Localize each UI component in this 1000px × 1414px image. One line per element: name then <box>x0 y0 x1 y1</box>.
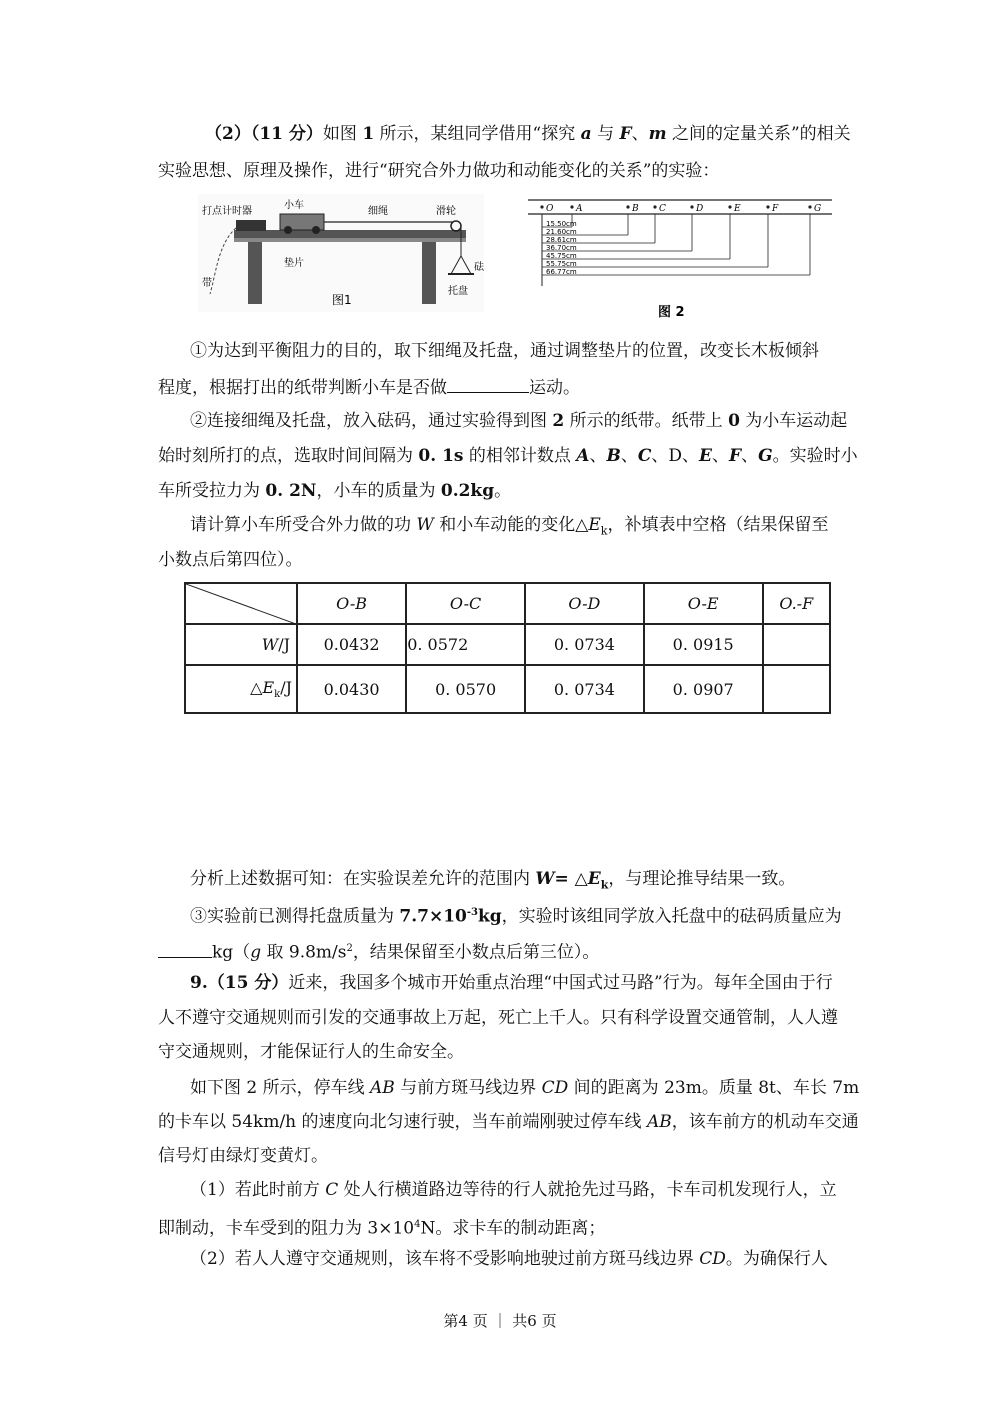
text: 、 <box>631 124 649 144</box>
text: B <box>606 446 621 466</box>
text: 7.7×10 <box>399 906 467 927</box>
text: 间的距离为 23m。质量 8t、车长 7m <box>568 1078 860 1098</box>
text: 1 <box>362 124 375 144</box>
text: A <box>576 446 590 466</box>
text: 的卡车以 54km/h 的速度向北匀速行驶，当车前端刚驶过停车线 <box>158 1112 647 1132</box>
table-cell-blank[interactable] <box>763 624 830 665</box>
q2-step-2-line-2 <box>0 443 1000 469</box>
table-row <box>185 665 830 713</box>
answer-blank[interactable] <box>447 374 529 393</box>
q9-line-2: 人不遵守交通规则而引发的交通事故上万起，死亡上千人。只有科学设置交通管制，人人遵 <box>158 1008 838 1028</box>
figure-2-paper-tape <box>520 194 838 322</box>
table-leg <box>248 242 262 304</box>
tape-dot <box>653 205 656 208</box>
row-label-energy-change <box>185 665 297 713</box>
text: kg <box>478 906 502 927</box>
text: 所示，某组同学借用“探究 <box>374 124 581 144</box>
label-weight: 砝 <box>474 262 484 273</box>
q9-line-1 <box>0 970 1000 996</box>
measure-label: 28.61cm <box>546 236 577 244</box>
text: g <box>250 942 262 963</box>
text: 始时刻所打的点，选取时间间隔为 <box>158 446 419 466</box>
row-label-work <box>185 624 297 665</box>
measure-label: 45.75cm <box>546 252 577 260</box>
text: W= △E <box>535 869 601 889</box>
tape-point-label: F <box>772 204 779 214</box>
q2-instruction-line-1 <box>0 512 1000 544</box>
tape-dot <box>540 205 543 208</box>
q2-step-3-line-1 <box>0 900 1000 930</box>
text: CD <box>541 1078 569 1098</box>
diagonal-corner-cell <box>185 583 297 624</box>
label-pulley: 滑轮 <box>436 206 456 217</box>
measure-label: 36.70cm <box>546 244 577 252</box>
text: F <box>729 446 742 466</box>
table-cell: 0. 0570 <box>406 665 525 713</box>
q2-step-1-line-2 <box>0 374 1000 401</box>
text: 取 9.8m/s <box>261 942 347 963</box>
text: CD <box>699 1249 726 1269</box>
q9-score: 9.（15 分） <box>190 973 289 993</box>
label-pad: 垫片 <box>284 258 304 269</box>
table-cell: 0. 0915 <box>644 624 763 665</box>
text: 0 <box>728 411 740 431</box>
work-energy-table <box>184 582 831 714</box>
text: 分析上述数据可知：在实验误差允许的范围内 <box>190 869 536 889</box>
answer-blank[interactable] <box>158 939 212 958</box>
header-cell: O.-F <box>763 583 830 624</box>
measure-label: 15.50cm <box>546 220 577 228</box>
text: m <box>648 124 667 144</box>
label-tray: 托盘 <box>448 286 468 297</box>
text: N。求卡车的制动距离； <box>420 1218 606 1239</box>
q2-step-2-line-3 <box>0 478 1000 504</box>
table-cell: 0.0430 <box>297 665 406 713</box>
tape-dot <box>766 205 769 208</box>
header-cell: O-C <box>406 583 525 624</box>
tape-dot <box>690 205 693 208</box>
text: /J <box>278 635 290 655</box>
text: （2）若人人遵守交通规则，该车将不受影响地驶过前方斑马线边界 <box>190 1249 700 1269</box>
text: 与 <box>591 124 620 144</box>
text: 、 <box>741 446 759 466</box>
timer-shape <box>236 220 266 231</box>
q9-sub1-line-2 <box>0 1212 1000 1242</box>
text: 。为确保行人 <box>725 1249 828 1269</box>
label-tape: 带 <box>202 278 212 289</box>
text: 如下图 2 所示，停车线 <box>190 1078 371 1098</box>
text: （1）若此时前方 <box>190 1180 326 1200</box>
text: 4 <box>414 1219 421 1230</box>
text: 所示的纸带。纸带上 <box>564 411 729 431</box>
tape-point-label: D <box>696 204 704 214</box>
table-leg <box>422 242 436 304</box>
table-cell: 0. 0572 <box>406 624 525 665</box>
tape-point-label: E <box>734 204 741 214</box>
diagonal-line <box>186 584 296 624</box>
table-cell: 0.0432 <box>297 624 406 665</box>
text: kg（ <box>212 942 251 963</box>
text: AB <box>370 1078 395 1098</box>
header-cell: O-E <box>644 583 763 624</box>
page-footer: 第4 页 ｜ 共6 页 <box>443 1312 557 1330</box>
text: 。 <box>494 481 512 501</box>
text: 2 <box>552 411 565 431</box>
text: 即制动，卡车受到的阻力为 3×10 <box>158 1218 415 1239</box>
figure-2-caption: 图 2 <box>658 305 685 320</box>
text: 近来，我国多个城市开始重点治理“中国式过马路”行为。每年全国由于行 <box>288 973 833 993</box>
tape-dot <box>808 205 811 208</box>
table-cell: 0. 0907 <box>644 665 763 713</box>
text: E <box>262 678 275 698</box>
text: -3 <box>466 907 478 918</box>
text: 。实验时小 <box>772 446 858 466</box>
q9-sub1-line-1 <box>0 1177 1000 1203</box>
q2-score: （2）（11 分） <box>205 124 323 144</box>
text: W <box>416 515 434 535</box>
table-cell: 0. 0734 <box>525 624 644 665</box>
label-string: 细绳 <box>368 206 388 217</box>
text: ②连接细绳及托盘，放入砝码，通过实验得到图 <box>190 411 553 431</box>
q2-step-3-line-2 <box>0 936 1000 966</box>
tape-dot <box>728 205 731 208</box>
q9-para2-line-3: 信号灯由绿灯变黄灯。 <box>158 1146 328 1166</box>
q2-step-1-line-1: ①为达到平衡阻力的目的，取下细绳及托盘，通过调整垫片的位置，改变长木板倾斜 <box>190 341 819 361</box>
measure-label: 55.75cm <box>546 260 577 268</box>
text: ，实验时该组同学放入托盘中的砝码质量应为 <box>501 906 842 927</box>
tape-point-label: B <box>632 204 639 214</box>
measure-label: 66.77cm <box>546 268 577 276</box>
text: C <box>325 1180 339 1200</box>
tape-dot <box>570 205 573 208</box>
text: G <box>758 446 773 466</box>
text: 与前方斑马线边界 <box>394 1078 542 1098</box>
table-cell: 0. 0734 <box>525 665 644 713</box>
q9-sub2-line-1 <box>0 1246 1000 1272</box>
text: AB <box>646 1112 672 1132</box>
text: 的相邻计数点 <box>463 446 577 466</box>
text: F <box>619 124 632 144</box>
text: △ <box>250 678 263 698</box>
tape-point-label: A <box>576 204 583 214</box>
text: ，结果保留至小数点后第三位）。 <box>352 942 600 963</box>
text: 0. 2N <box>265 481 317 501</box>
measure-label: 21.60cm <box>546 228 577 236</box>
text: 和小车动能的变化△ <box>433 515 589 535</box>
text: 0. 1s <box>418 446 464 466</box>
q9-line-3: 守交通规则，才能保证行人的生命安全。 <box>158 1042 464 1062</box>
table-header-row <box>185 583 830 624</box>
text: C <box>637 446 652 466</box>
text: E <box>588 515 601 535</box>
text: 2 <box>346 943 353 954</box>
text: k <box>600 878 609 892</box>
text: a <box>580 124 592 144</box>
text: ，该车前方的机动车交通 <box>671 1112 859 1132</box>
tape-point-label: O <box>546 204 554 214</box>
text: ③实验前已测得托盘质量为 <box>190 906 400 927</box>
text: ，与理论推导结果一致。 <box>608 869 796 889</box>
q9-para2-line-1 <box>0 1075 1000 1101</box>
text: 0.2kg <box>440 481 495 501</box>
text: 、 <box>712 446 730 466</box>
text: 处人行横道路边等待的行人就抢先过马路，卡车司机发现行人，立 <box>338 1180 837 1200</box>
text: ，补填表中空格（结果保留至 <box>607 515 829 535</box>
table-row <box>185 624 830 665</box>
text: 为小车运动起 <box>739 411 848 431</box>
text: 、 <box>589 446 607 466</box>
text: /J <box>280 678 292 698</box>
q2-instruction-line-2: 小数点后第四位）。 <box>158 550 303 570</box>
q2-line-1 <box>0 121 1000 147</box>
q9-para2-line-2 <box>0 1109 1000 1135</box>
text: k <box>600 524 608 538</box>
tape-dot <box>626 205 629 208</box>
text: 车所受拉力为 <box>158 481 266 501</box>
text: k <box>274 689 281 701</box>
figure-1-apparatus <box>198 194 484 312</box>
text: 、D、 <box>651 446 700 466</box>
header-cell: O-D <box>525 583 644 624</box>
text: 、 <box>620 446 638 466</box>
q2-analysis <box>0 866 1000 898</box>
text: 请计算小车所受合外力做的功 <box>190 515 417 535</box>
text: 程度，根据打出的纸带判断小车是否做 <box>158 378 447 398</box>
long-board <box>234 230 466 238</box>
text: W <box>261 635 279 655</box>
text: ，小车的质量为 <box>316 481 441 501</box>
text: E <box>699 446 713 466</box>
text: 之间的定量关系”的相关 <box>666 124 851 144</box>
q2-step-2-line-1 <box>0 408 1000 434</box>
figure-1-caption: 图1 <box>332 293 352 307</box>
tape-point-label: G <box>814 204 822 214</box>
tape-point-label: C <box>659 204 666 214</box>
q2-line-2: 实验思想、原理及操作，进行“研究合外力做功和动能变化的关系”的实验： <box>158 161 720 181</box>
label-timer: 打点计时器 <box>202 206 252 217</box>
text: 如图 <box>322 124 363 144</box>
text: 运动。 <box>529 378 580 398</box>
table-cell-blank[interactable] <box>763 665 830 713</box>
label-cart: 小车 <box>284 200 304 211</box>
header-cell: O-B <box>297 583 406 624</box>
